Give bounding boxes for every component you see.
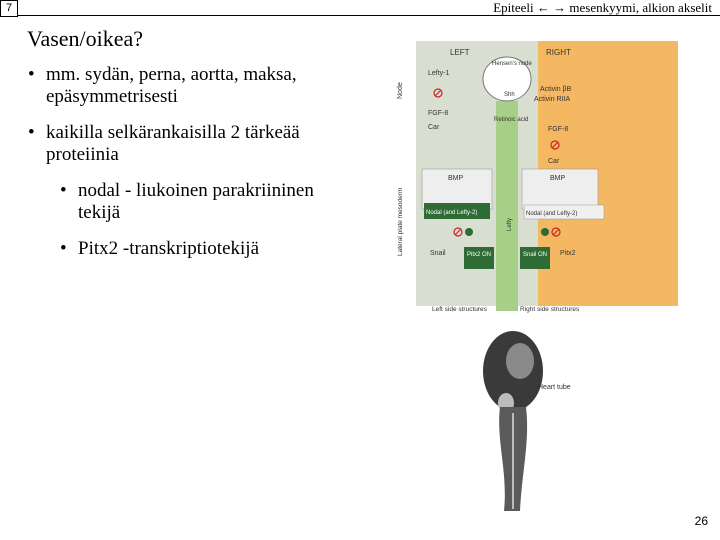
sub-bullet-item: • nodal - liukoinen parakriininen tekijä xyxy=(60,180,348,224)
lpm-side-label: Lateral plate mesoderm xyxy=(397,187,404,256)
slide-title: Vasen/oikea? xyxy=(27,26,144,51)
fgf8-right-label: FGF-8 xyxy=(548,126,569,133)
activin-label: Activin βB xyxy=(540,86,572,93)
fgf8-left-label: FGF-8 xyxy=(428,110,449,117)
node-side-label: Node xyxy=(397,82,404,99)
pitx2-left-box xyxy=(464,247,494,269)
right-structures-label: Right side structures xyxy=(520,306,580,313)
shh-label: Shh xyxy=(504,92,515,98)
left-structures-label: Left side structures xyxy=(432,306,487,313)
heart-tube-label: Heart tube xyxy=(538,384,571,391)
sub-bullet-item: • Pitx2 -transkriptiotekijä xyxy=(60,238,348,260)
bmp-left-label: BMP xyxy=(448,175,464,182)
snail-right-box xyxy=(520,247,550,269)
left-label: LEFT xyxy=(450,48,470,57)
retinoic-acid-label: Retinoic acid xyxy=(494,117,529,123)
pitx2-left-label: Pitx2 ON xyxy=(467,252,492,258)
slide-number: 7 xyxy=(0,0,18,17)
activate-icon xyxy=(541,228,549,236)
car-right-label: Car xyxy=(548,158,560,165)
header-divider xyxy=(17,0,18,16)
lefty1-label: Lefty-1 xyxy=(428,70,450,77)
lefty-midline-label: Lefty xyxy=(507,217,513,231)
snail-left-label: Snail xyxy=(430,250,446,257)
header-rule xyxy=(17,15,720,16)
pitx2-right-label: Pitx2 xyxy=(560,250,576,257)
activate-icon xyxy=(465,228,473,236)
header-title: Epiteeli ← → mesenkyymi, alkion akselit xyxy=(493,0,712,15)
bmp-right-label: BMP xyxy=(550,175,566,182)
car-left-label: Car xyxy=(428,124,440,131)
bullet-list xyxy=(28,64,348,274)
snail-right-label: Snail ON xyxy=(523,252,548,258)
bullet-item: • mm. sydän, perna, aortta, maksa, epäsymmetrisesti xyxy=(28,64,348,108)
nodal-right-label: Nodal (and Lefty-2) xyxy=(526,211,578,217)
bullet-item: • kaikilla selkärankaisilla 2 tärkeää proteiinia xyxy=(28,122,348,166)
right-label: RIGHT xyxy=(546,48,571,57)
hensens-node-label: Hensen's node xyxy=(492,61,532,67)
midline-notochord xyxy=(496,101,518,311)
page-number: 26 xyxy=(694,514,708,528)
activin-receptor-label: Activin RIIA xyxy=(534,96,571,103)
nodal-left-label: Nodal (and Lefty-2) xyxy=(426,210,478,216)
left-right-axis-figure xyxy=(388,41,688,528)
